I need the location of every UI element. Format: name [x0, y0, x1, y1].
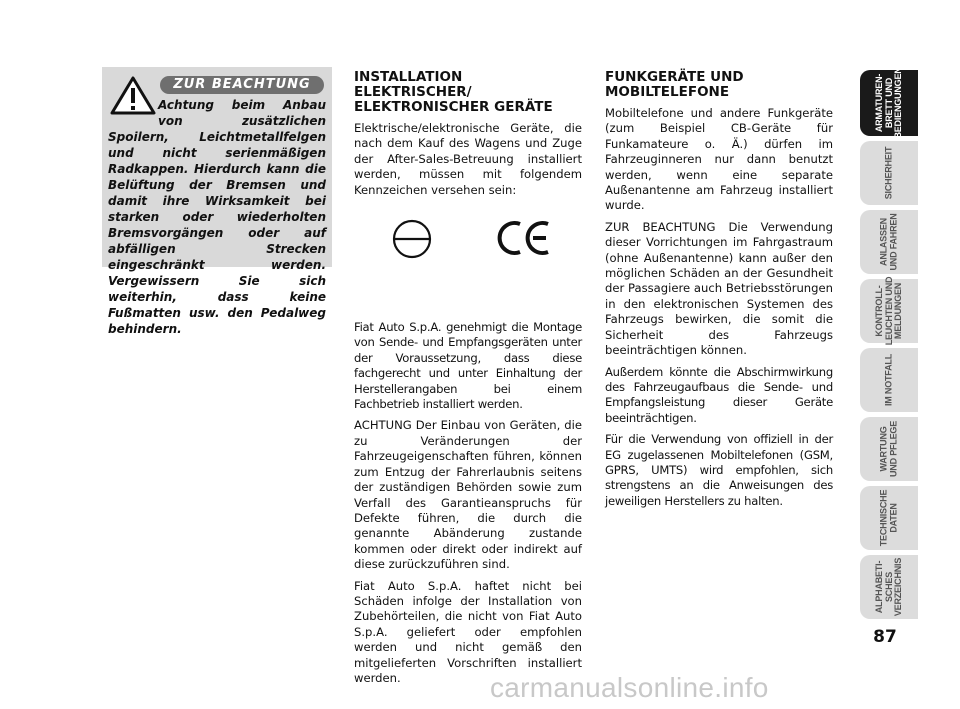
tab-verzeichnis[interactable]	[860, 555, 918, 619]
installation-paragraph-3: Fiat Auto S.p.A. haftet nicht bei Schäden infolge der Installation von Zubehörteilen, die nicht von Fiat Auto S.p.A. geliefert oder empfohlen werden und nicht gemäß den mitgelieferten Vorschriften installiert werden.	[354, 578, 582, 685]
radio-paragraph-3: Außerdem könnte die Abschirmwirkung des Fahrzeugaufbaus die Sende- und Empfangsleistung dieser Geräte beeinträchtigen.	[605, 364, 833, 425]
installation-paragraph-2: ACHTUNG Der Einbau von Geräten, die zu Veränderungen der Fahrzeugeigenschaften führen, können zum Entzug der Fahrerlaubnis seitens der zuständigen Behörden sowie zum Verfall des Garantieanspruchs für Defekte führen, die durch die genannte Abänderung zustande kommen oder direkt oder indirekt auf diese zurückzuführen sind.	[354, 418, 582, 572]
installation-intro: Elektrische/elektronische Geräte, die nach dem Kauf des Wagens und Zuge der After-Sales-Betreuung installiert werden, müssen mit folgendem Kennzeichen versehen sein:	[354, 121, 582, 197]
tab-label: ARMATUREN- BRETT UND BEDIENGUNGEN	[873, 67, 903, 139]
tab-label: SICHERHEIT	[883, 146, 894, 200]
warning-triangle-icon	[110, 75, 156, 115]
watermark: carmanualsonline.info	[490, 672, 769, 703]
e-mark-symbol	[391, 218, 433, 260]
warning-text: Achtung beim Anbau von zusätzlichen Spoilern, Leichtmetallfelgen und nicht serienmäßigen Radkappen. Hierdurch kann die Belüftung der Bremsen und damit ihre Wirksamkeit bei starken oder wiederholten Bremsvorgängen oder auf abfälligen Strecken eingeschränkt werden. Vergewissern Sie sich weiterhin, dass keine Fußmatten usw. den Pedalweg behindern.	[108, 98, 326, 336]
certification-symbols	[354, 206, 582, 308]
tab-wartung[interactable]	[860, 417, 918, 481]
radio-devices-heading: FUNKGERÄTE UND MOBILTELEFONE	[605, 69, 744, 100]
chapter-tabs	[856, 67, 920, 624]
tab-anlassen[interactable]	[860, 210, 918, 274]
radio-paragraph-1: Mobiltelefone und andere Funkgeräte (zum Beispiel CB-Geräte für Funkamateure o. Ä.) dürfen im Fahrzeuginneren nur dann benutzt werden, wenn eine separate Außenantenne am Fahrzeug installiert wurde.	[605, 106, 833, 213]
tab-label: ANLASSEN UND FAHREN	[878, 213, 898, 271]
radio-paragraph-2: ZUR BEACHTUNG Die Verwendung dieser Vorrichtungen im Fahrgastraum (ohne Außenantenne) kann außer den möglichen Schäden an der Gesundheit der Passagiere auch Betriebsstörungen in den elektronischen Systemen des Fahrzeugs bewirken, die somit die Sicherheit des Fahrzeugs beeinträchtigen können.	[605, 219, 833, 358]
tab-label: ALPHABETI- SCHES VERZEICHNIS	[873, 557, 903, 617]
tab-label: TECHNISCHE DATEN	[878, 489, 898, 547]
installation-heading: INSTALLATION ELEKTRISCHER/ ELEKTRONISCHER GERÄTE	[354, 69, 553, 115]
page-number: 87	[873, 627, 897, 647]
installation-paragraph-1: Fiat Auto S.p.A. genehmigt die Montage von Sende- und Empfangsgeräten unter der Voraussetzung, dass diese fachgerecht und unter Einhaltung der Herstellerangaben bei einem Fachbetrieb installiert werden.	[354, 320, 582, 412]
tab-notfall[interactable]	[860, 348, 918, 412]
ce-mark-symbol	[496, 218, 552, 258]
warning-heading: ZUR BEACHTUNG	[160, 76, 324, 94]
installation-section	[354, 70, 582, 692]
tab-label: KONTROLL- LEUCHTEN UND MELDUNGEN	[873, 276, 903, 346]
tab-armaturenbrett[interactable]	[860, 67, 918, 139]
tab-sicherheit[interactable]	[860, 141, 918, 205]
warning-box	[102, 67, 332, 336]
radio-devices-section	[605, 70, 833, 515]
tab-technische-daten[interactable]	[860, 486, 918, 550]
radio-paragraph-4: Für die Verwendung von offiziell in der EG zugelassenen Mobiltelefonen (GSM, GPRS, UMTS) wird empfohlen, sich strengstens an die Anweisungen des jeweiligen Herstellers zu halten.	[605, 432, 833, 508]
tab-kontrollleuchten[interactable]	[860, 276, 918, 346]
tab-label: IM NOTFALL	[883, 354, 894, 406]
tab-label: WARTUNG UND PFLEGE	[878, 420, 898, 478]
